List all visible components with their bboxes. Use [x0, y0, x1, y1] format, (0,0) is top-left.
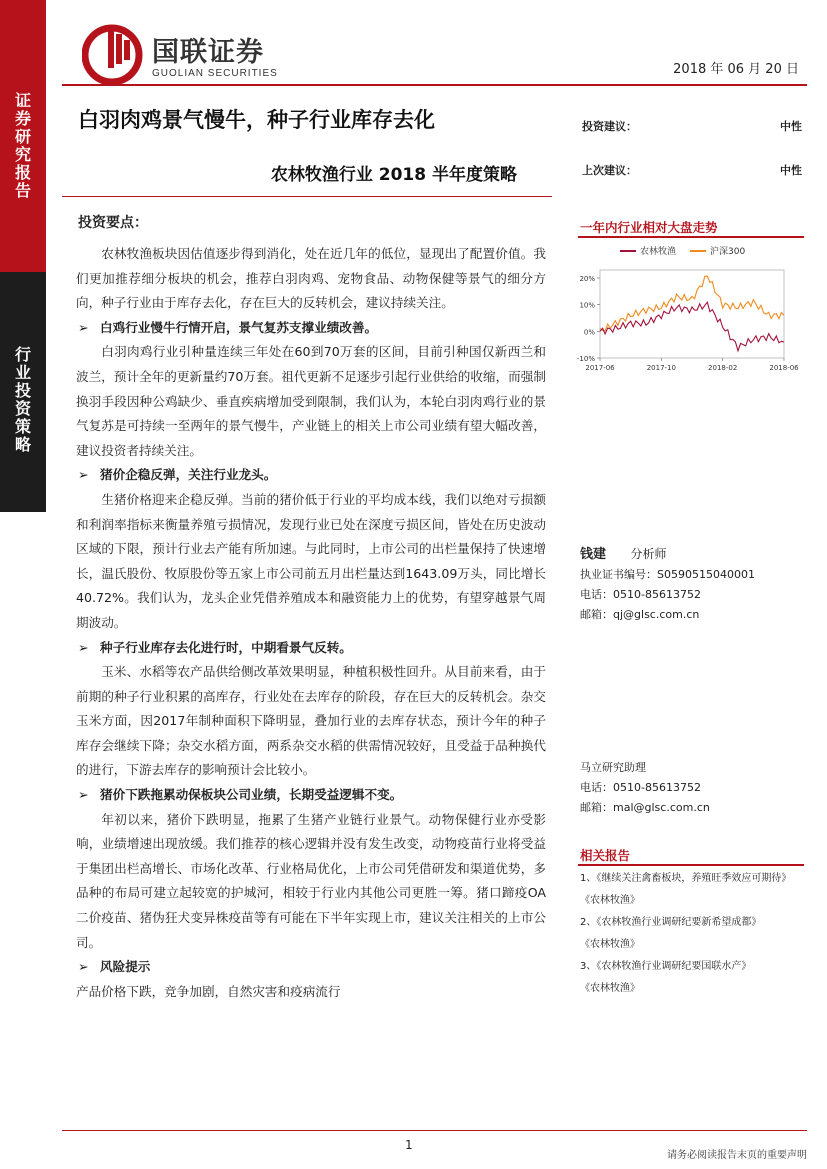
company-logo: [82, 24, 342, 86]
legend-label-series2: 沪深300: [710, 247, 746, 257]
assistant-phone: 电话：0510-85613752: [580, 781, 701, 794]
main-body: [76, 242, 546, 1004]
series-line-2: [600, 276, 784, 331]
analyst-name: 钱建: [580, 547, 607, 562]
related-heading-underline: [578, 864, 804, 866]
body-paragraph: 年初以来，猪价下跌明显，拖累了生猪产业链行业景气。动物保健行业亦受影响，业绩增速出现放缓。我们推荐的核心逻辑并没有发生改变，动物疫苗行业将受益于集团出栏高增长、市场化改革、行业格局优化，上市公司凭借研发和渠道优势，多品种的布局可建立起较宽的护城河，相较于行业内其他公司更胜一筹。猪口蹄疫OA二价疫苗、猪伪狂犬变异株疫苗等有可能在下半年实现上市，建议关注相关的上市公司。: [76, 811, 546, 950]
logo-mark-icon: [82, 24, 146, 86]
bullet-heading: ➢ 种子行业库存去化进行时，中期看景气反转。: [76, 636, 546, 661]
analyst-phone: 电话：0510-85613752: [580, 588, 701, 601]
bullet-arrow-icon: ➢: [78, 319, 89, 335]
bullet-heading: ➢ 白鸡行业慢牛行情开启，景气复苏支撑业绩改善。: [76, 316, 546, 341]
report-title: 白羽肉鸡景气慢牛，种子行业库存去化: [78, 108, 435, 132]
bullet-heading: ➢ 猪价企稳反弹，关注行业龙头。: [76, 463, 546, 488]
logo-chinese-name: 国联证券: [152, 37, 264, 68]
current-rating-value: 中性: [780, 120, 802, 133]
previous-rating-label: 上次建议：: [582, 164, 637, 177]
y-tick-label: 20%: [579, 275, 595, 283]
bullet-arrow-icon: ➢: [78, 959, 89, 975]
related-report-item: 《农林牧渔》: [580, 983, 640, 994]
series-line-1: [600, 302, 784, 351]
title-divider: [62, 196, 552, 197]
relative-performance-chart: [572, 238, 812, 378]
x-tick-label: 2017-10: [646, 364, 676, 372]
assistant-card: [580, 758, 710, 818]
footer-disclaimer: 请务必阅读报告末页的重要声明: [667, 1150, 807, 1161]
y-tick-label: 0%: [583, 328, 595, 337]
x-tick-label: 2017-06: [585, 364, 615, 372]
left-sidebar: [0, 0, 46, 1169]
body-paragraph: 玉米、水稻等农产品供给侧改革效果明显，种植积极性回升。从目前来看，由于前期的种子行业积累的高库存，行业处在去库存的阶段，存在巨大的反转机会。杂交玉米方面，因2017年制种面积下降明显，叠加行业的去库存状态，预计今年的种子库存会继续下降；杂交水稻方面，两系杂交水稻的供需情况较好，且受益于品种换代的进行，下游去库存的影响预计会比较小。: [76, 664, 546, 778]
related-report-item: 《农林牧渔》: [580, 895, 640, 906]
x-tick-label: 2018-02: [708, 364, 738, 372]
bullet-arrow-icon: ➢: [78, 787, 89, 803]
logo-english-name: GUOLIAN SECURITIES: [152, 68, 278, 79]
chart-legend: [620, 245, 745, 257]
related-report-item: 《农林牧渔》: [580, 939, 640, 950]
risk-heading: ➢ 风险提示: [76, 955, 546, 980]
report-type-label: 证 券 研 究 报 告: [14, 91, 31, 200]
body-paragraph: 白羽肉鸡行业引种量连续三年处在60到70万套的区间，目前引种国仅新西兰和波兰，预计全年的更新量约70万套。祖代更新不足逐步引起行业供给的收缩，而强制换羽手段因种公鸡缺少、垂直疾病增加受到限制，我们认为，本轮白羽肉鸡行业的景气复苏是可持续一至两年的景气慢牛，产业链上的相关上市公司业绩有望大幅改善，建议投资者持续关注。: [76, 344, 546, 458]
body-paragraph: 生猪价格迎来企稳反弹。当前的猪价低于行业的平均成本线，我们以绝对亏损额和利润率指标来衡量养殖亏损情况，发现行业已处在深度亏损区间，皆处在历史波动区域的下限，预计行业去产能有所加速。与此同时，上市公司的出栏量保持了快速增长，温氏股份、牧原股份等五家上市公司前五月出栏量达到1643.09万头，同比增长40.72%。我们认为，龙头企业凭借养殖成本和融资能力上的优势，有望穿越景气周期波动。: [76, 491, 546, 630]
header-divider: [62, 84, 807, 86]
legend-label-series1: 农林牧渔: [640, 247, 677, 257]
report-category-label: 行 业 投 资 策 略: [14, 345, 31, 454]
risk-text: 产品价格下跌，竞争加剧，自然灾害和疫病流行: [76, 983, 341, 999]
bullet-arrow-icon: ➢: [78, 467, 89, 483]
intro-paragraph: 农林牧渔板块因估值逐步得到消化，处在近几年的低位，显现出了配置价值。我们更加推荐细分板块的机会，推荐白羽肉鸡、宠物食品、动物保健等景气的细分方向，种子行业由于库存去化，存在巨大的反转机会，建议持续关注。: [76, 246, 546, 311]
y-tick-label: 10%: [579, 301, 595, 310]
bullet-arrow-icon: ➢: [78, 639, 89, 655]
chart-heading: 一年内行业相对大盘走势: [580, 220, 718, 235]
related-reports-list: [580, 868, 810, 1000]
assistant-role: 马立研究助理: [580, 761, 646, 774]
previous-rating-value: 中性: [780, 164, 802, 177]
section-title: 投资要点：: [78, 215, 148, 231]
current-rating-label: 投资建议：: [582, 120, 637, 133]
bullet-heading: ➢ 猪价下跌拖累动保板块公司业绩，长期受益逻辑不变。: [76, 783, 546, 808]
report-date: 2018 年 06 月 20 日: [673, 62, 799, 77]
related-report-item: 2、《农林牧渔行业调研纪要新希望成都》: [580, 917, 762, 928]
related-report-item: 1、《继续关注禽畜板块，养殖旺季效应可期待》: [580, 873, 792, 884]
page-number: 1: [405, 1138, 413, 1152]
analyst-role: 分析师: [630, 547, 667, 561]
analyst-cert: 执业证书编号：S0590515040001: [580, 568, 755, 581]
analyst-email: 邮箱：qj@glsc.com.cn: [580, 608, 700, 621]
related-reports-heading: 相关报告: [580, 848, 631, 863]
related-report-item: 3、《农林牧渔行业调研纪要国联水产》: [580, 961, 752, 972]
assistant-email: 邮箱：mal@glsc.com.cn: [580, 801, 710, 814]
report-subtitle: 农林牧渔行业 2018 半年度策略: [270, 165, 517, 185]
footer-divider: [62, 1130, 807, 1131]
y-tick-label: -10%: [576, 355, 595, 363]
x-tick-label: 2018-06: [769, 364, 799, 372]
analyst-card: [580, 544, 755, 625]
